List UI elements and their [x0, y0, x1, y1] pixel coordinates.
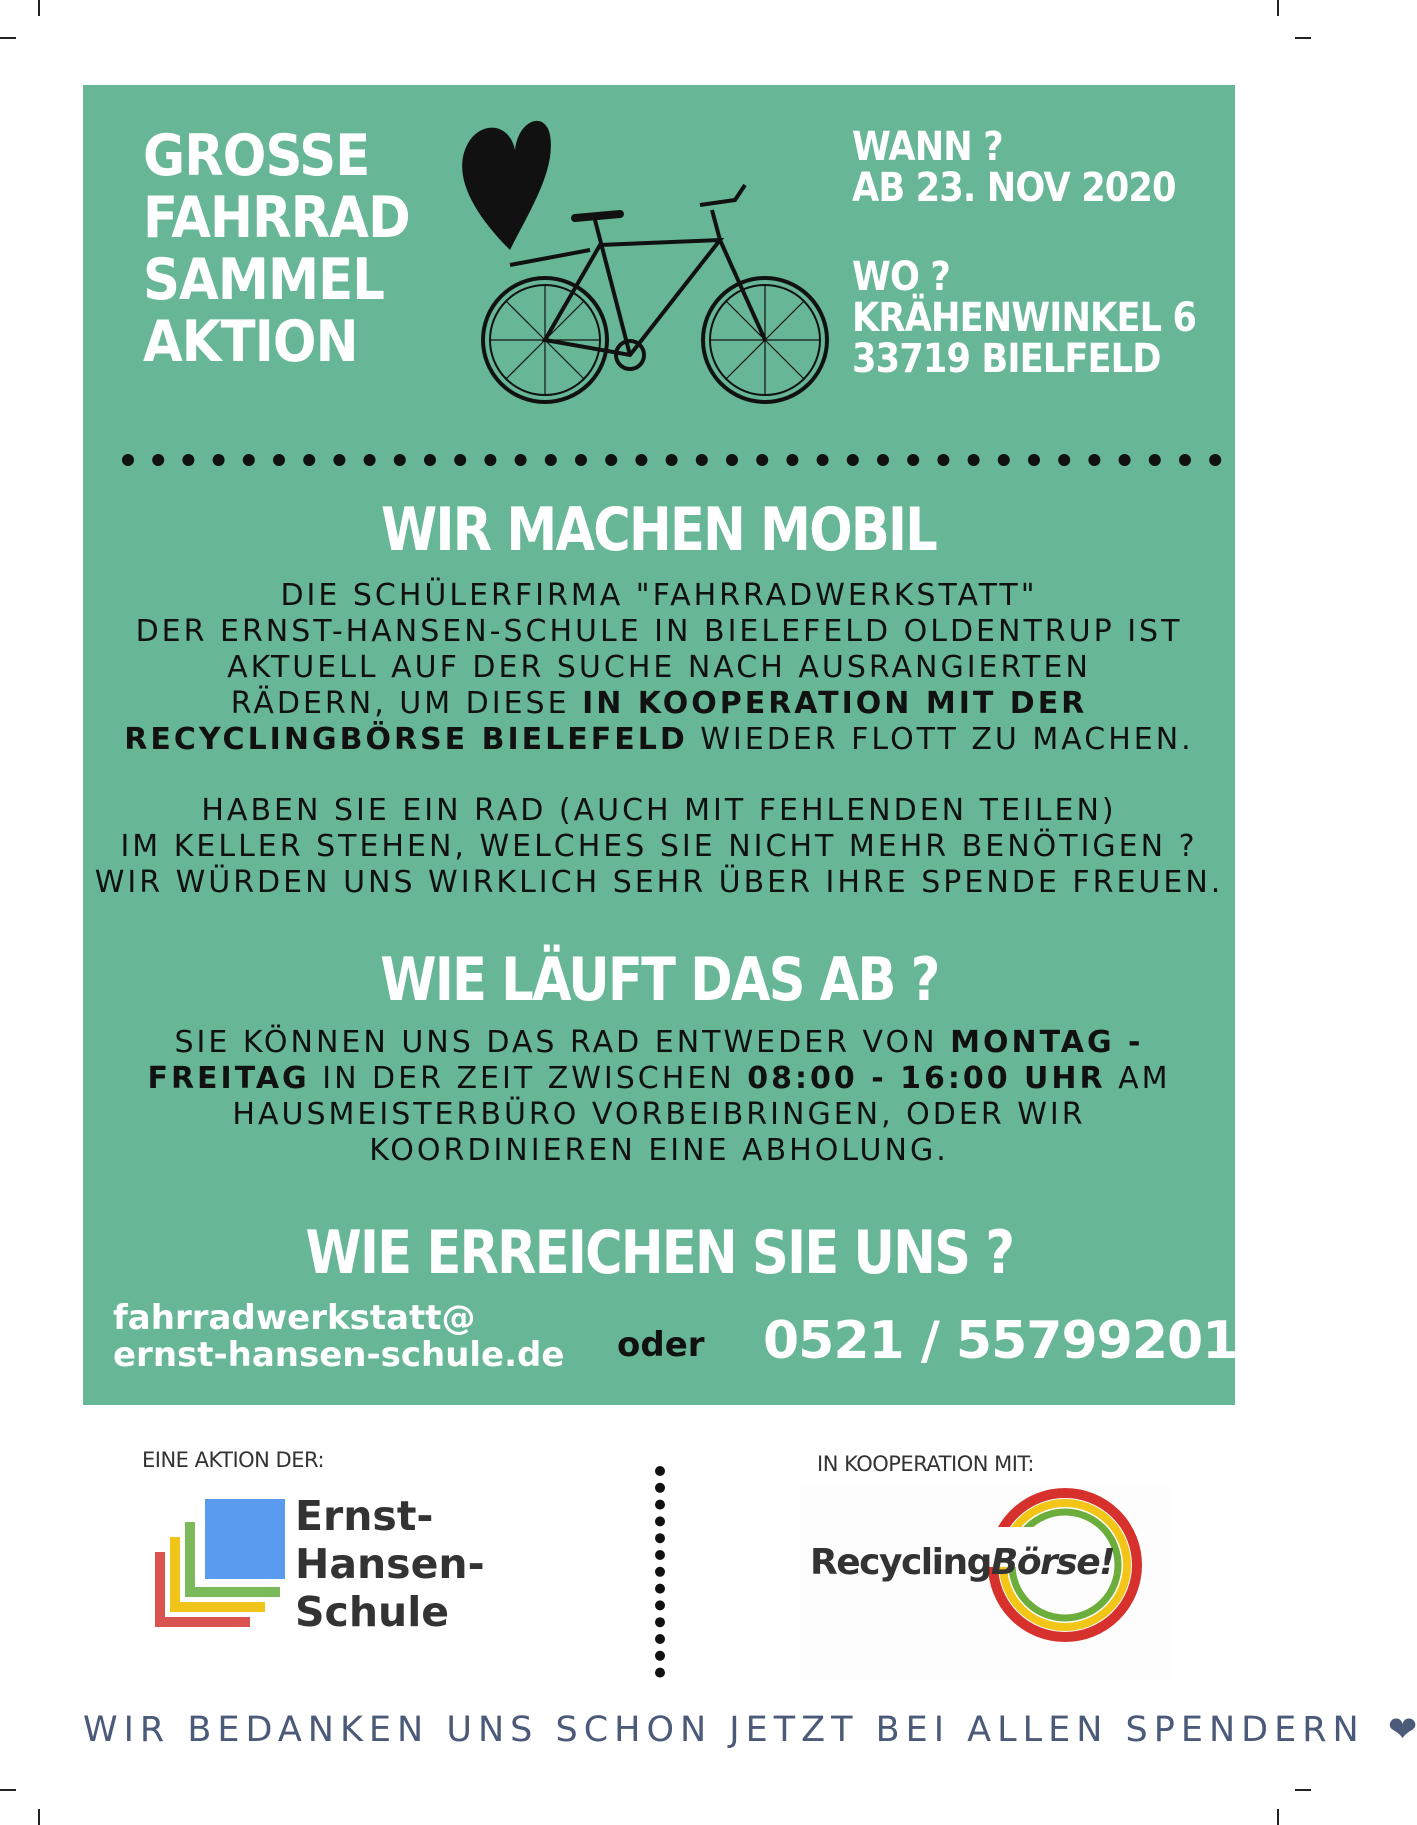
where-street: KRÄHENWINKEL 6	[852, 295, 1197, 341]
divider-dot	[726, 454, 738, 466]
divider-dot	[655, 1600, 665, 1610]
heart-icon	[462, 121, 551, 250]
when-value: AB 23. NOV 2020	[852, 165, 1176, 211]
text-line: AKTUELL AUF DER SUCHE NACH AUSRANGIERTEN	[227, 650, 1091, 685]
divider-dot	[655, 1550, 665, 1560]
section-heading-ablauf: WIE LÄUFT DAS AB ?	[379, 945, 939, 1015]
text-line: RECYCLINGBÖRSE BIELEFELD WIEDER FLOTT ZU MACHEN.	[124, 722, 1194, 757]
thanks-text: WIR BEDANKEN UNS SCHON JETZT BEI ALLEN SPENDERN	[83, 1710, 1365, 1750]
divider-dot	[303, 454, 315, 466]
divider-dot	[666, 454, 678, 466]
text-line: HAUSMEISTERBÜRO VORBEIBRINGEN, ODER WIR	[232, 1097, 1086, 1132]
divider-dot	[635, 454, 647, 466]
divider-dot	[394, 454, 406, 466]
event-title	[143, 125, 410, 373]
contact-phone[interactable]: 0521 / 557992011	[763, 1311, 1273, 1371]
email-line: fahrradwerkstatt@	[113, 1298, 476, 1338]
divider-dot	[484, 454, 496, 466]
divider-dot	[424, 454, 436, 466]
title-line: GROSSE	[143, 123, 370, 189]
divider-dot	[968, 454, 980, 466]
contact-email[interactable]	[113, 1300, 564, 1374]
donation-paragraph	[83, 793, 1235, 901]
divider-dot	[213, 454, 225, 466]
divider-dot	[877, 454, 889, 466]
text-line: SIE KÖNNEN UNS DAS RAD ENTWEDER VON MONTAG -	[174, 1025, 1144, 1060]
divider-dot	[655, 1651, 665, 1661]
divider-dot	[605, 454, 617, 466]
divider-dot	[847, 454, 859, 466]
intro-paragraph	[83, 578, 1235, 758]
divider-dot	[655, 1617, 665, 1627]
divider-dot	[655, 1584, 665, 1594]
title-line: FAHRRAD	[143, 185, 410, 251]
divider-dot	[655, 1533, 665, 1543]
when-label: WANN ?	[852, 124, 1003, 170]
divider-dot	[1119, 454, 1131, 466]
divider-dot	[515, 454, 527, 466]
heart-icon: ❤	[1387, 1710, 1417, 1750]
divider-dot	[152, 454, 164, 466]
crop-mark	[1295, 1789, 1311, 1791]
partner-logo-text: RecyclingBörse!	[810, 1542, 1115, 1583]
process-paragraph	[83, 1025, 1235, 1169]
text-line: FREITAG IN DER ZEIT ZWISCHEN 08:00 - 16:00 UHR AM	[147, 1061, 1171, 1096]
text-line: HABEN SIE EIN RAD (AUCH MIT FEHLENDEN TEILEN)	[201, 793, 1117, 828]
bicycle-heart-illustration	[450, 110, 850, 420]
divider-dot	[655, 1483, 665, 1493]
crop-mark	[1277, 1809, 1279, 1825]
divider-dot	[575, 454, 587, 466]
text-line: IM KELLER STEHEN, WELCHES SIE NICHT MEHR BENÖTIGEN ?	[120, 829, 1198, 864]
divider-dot	[655, 1668, 665, 1678]
or-separator: oder	[617, 1325, 705, 1365]
text-line: DIE SCHÜLERFIRMA "FAHRRADWERKSTATT"	[280, 578, 1038, 613]
divider-dot	[1179, 454, 1191, 466]
divider-dot	[1149, 454, 1161, 466]
text-line: KOORDINIEREN EINE ABHOLUNG.	[369, 1133, 949, 1168]
divider-dot	[655, 1634, 665, 1644]
divider-dot	[655, 1500, 665, 1510]
dotted-divider	[120, 452, 1220, 468]
text-line: DER ERNST-HANSEN-SCHULE IN BIELEFELD OLDENTRUP IST	[135, 614, 1183, 649]
school-name-line: Schule	[295, 1588, 450, 1636]
divider-dot	[786, 454, 798, 466]
divider-dot	[364, 454, 376, 466]
divider-dot	[243, 454, 255, 466]
divider-dot	[998, 454, 1010, 466]
text-line: RÄDERN, UM DIESE IN KOOPERATION MIT DER	[230, 686, 1088, 721]
crop-mark	[38, 1809, 40, 1825]
section-heading-mobil: WIR MACHEN MOBIL	[381, 495, 937, 565]
email-line: ernst-hansen-schule.de	[113, 1335, 565, 1375]
partner-caption: IN KOOPERATION MIT:	[817, 1452, 1035, 1476]
vertical-dotted-divider	[652, 1465, 668, 1680]
divider-dot	[756, 454, 768, 466]
divider-dot	[817, 454, 829, 466]
title-line: AKTION	[143, 309, 358, 375]
thanks-line	[83, 1710, 1417, 1750]
divider-dot	[333, 454, 345, 466]
divider-dot	[1088, 454, 1100, 466]
divider-dot	[182, 454, 194, 466]
crop-mark	[38, 0, 40, 16]
divider-dot	[454, 454, 466, 466]
divider-dot	[907, 454, 919, 466]
school-name-line: Hansen-	[295, 1540, 485, 1588]
text-line: WIR WÜRDEN UNS WIRKLICH SEHR ÜBER IHRE SPENDE FREUEN.	[94, 865, 1224, 900]
where-city: 33719 BIELFELD	[852, 336, 1161, 382]
school-name	[295, 1492, 485, 1636]
divider-dot	[655, 1516, 665, 1526]
where-label: WO ?	[852, 254, 950, 300]
divider-dot	[273, 454, 285, 466]
divider-dot	[122, 454, 134, 466]
title-line: SAMMEL	[143, 247, 385, 313]
divider-dot	[655, 1567, 665, 1577]
crop-mark	[1295, 37, 1311, 39]
divider-dot	[545, 454, 557, 466]
divider-dot	[655, 1466, 665, 1476]
crop-mark	[1277, 0, 1279, 16]
divider-dot	[696, 454, 708, 466]
organizer-caption: EINE AKTION DER:	[142, 1448, 325, 1472]
school-name-line: Ernst-	[295, 1492, 434, 1540]
crop-mark	[0, 1789, 16, 1791]
divider-dot	[1058, 454, 1070, 466]
divider-dot	[1028, 454, 1040, 466]
divider-dot	[1209, 454, 1221, 466]
section-heading-kontakt: WIE ERREICHEN SIE UNS ?	[305, 1218, 1013, 1288]
crop-mark	[0, 37, 16, 39]
divider-dot	[937, 454, 949, 466]
